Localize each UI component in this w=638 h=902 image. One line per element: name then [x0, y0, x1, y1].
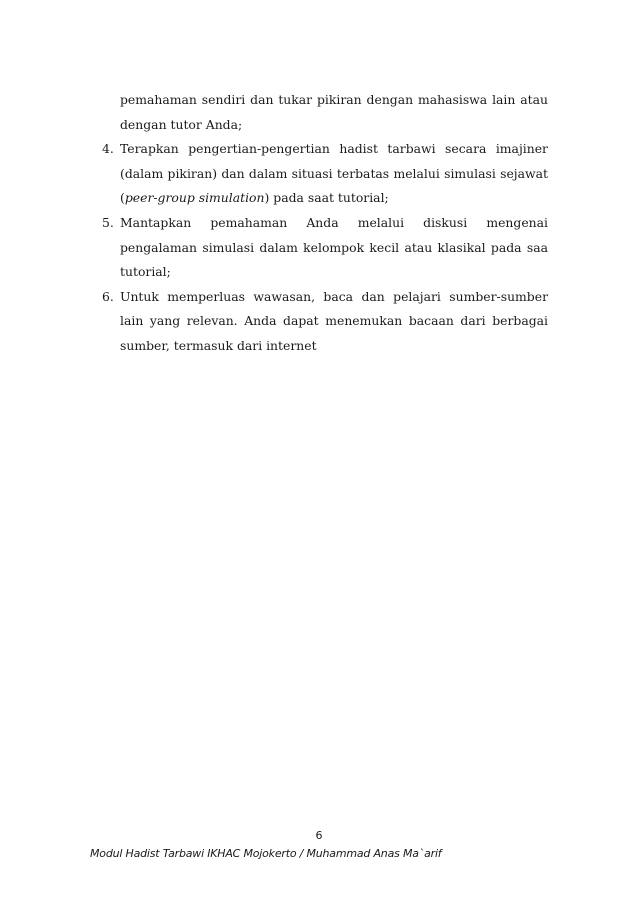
page-footer: Modul Hadist Tarbawi IKHAC Mojokerto / Muhammad Anas Ma`arif — [90, 847, 442, 860]
list-text: Untuk memperluas wawasan, baca dan pelajari sumber-sumber lain yang relevan. Anda dapat menemukan bacaan dari berbagai sumber, termasuk dari internet — [120, 288, 548, 353]
list-number: 6. — [102, 288, 114, 304]
list-item — [90, 211, 548, 285]
list-text: Mantapkan pemahaman Anda melalui diskusi mengenai pengalaman simulasi dalam kelompok kecil atau klasikal pada saa tutorial; — [120, 214, 548, 280]
list-text-segment: ) pada saat tutorial; — [264, 190, 389, 206]
list-item — [90, 285, 548, 359]
continuation-paragraph: pemahaman sendiri dan tukar pikiran dengan mahasiswa lain atau dengan tutor Anda; — [120, 92, 548, 132]
list-text-segment: Terapkan pengertian-pengertian hadist tarbawi secara imajiner (dalam pikiran) dan dalam situasi terbatas melalui simulasi sejawat ( — [120, 141, 548, 206]
list-text — [120, 141, 548, 205]
instruction-list — [90, 137, 548, 358]
italic-term: peer-group simulation — [124, 190, 265, 206]
list-item — [90, 137, 548, 211]
page-number: 6 — [315, 829, 323, 842]
body-text — [90, 88, 548, 359]
list-number: 4. — [102, 141, 114, 157]
list-number: 5. — [102, 214, 114, 230]
